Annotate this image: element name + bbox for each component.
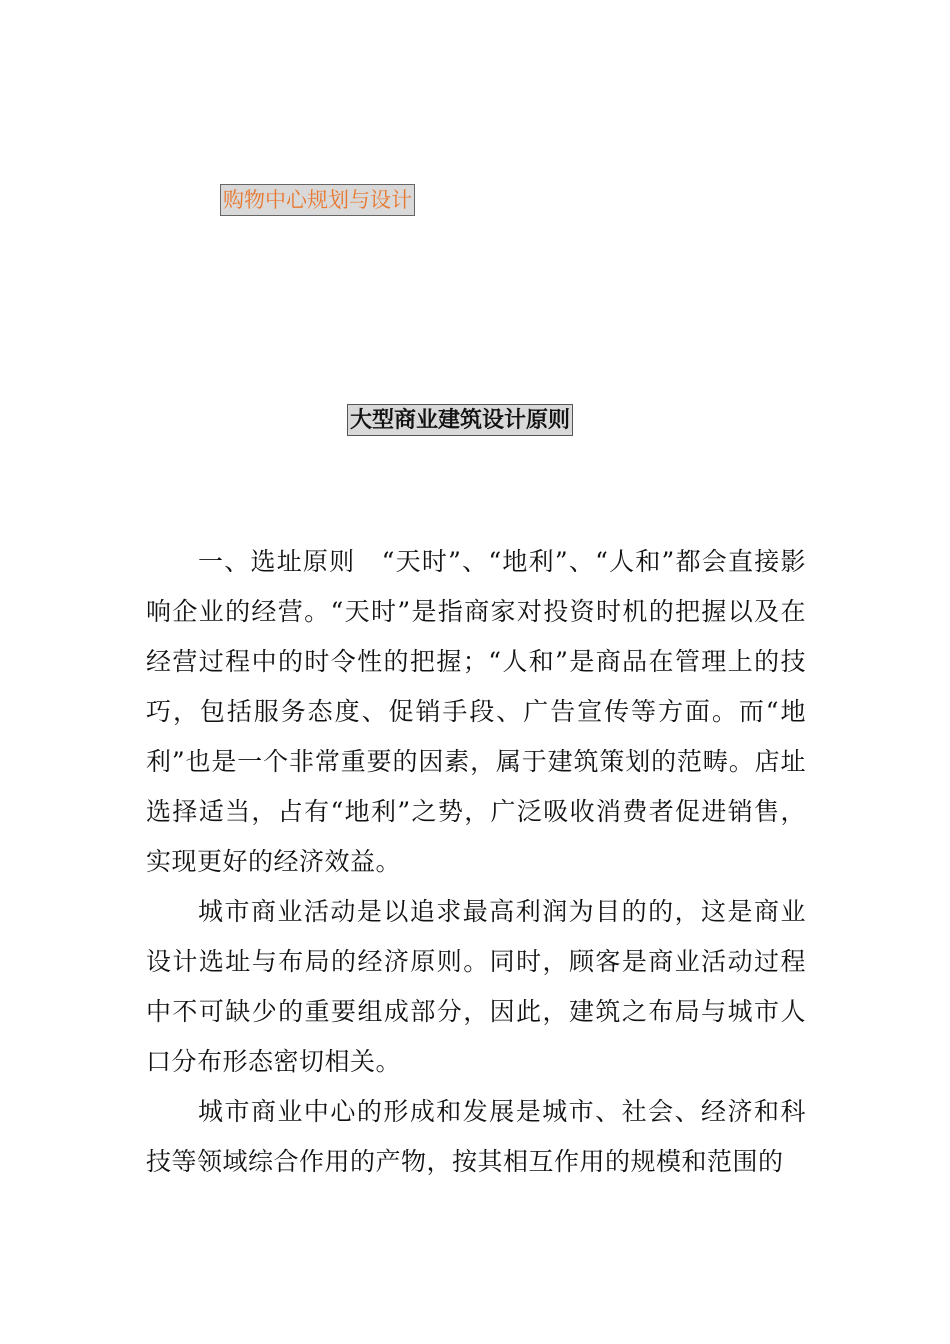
document-title: 购物中心规划与设计 [220, 184, 415, 216]
document-body [146, 537, 806, 1187]
paragraph-commercial-center: 城市商业中心的形成和发展是城市、社会、经济和科技等领域综合作用的产物，按其相互作用的规模和范围的 [146, 1097, 806, 1176]
paragraph-economic-principle: 城市商业活动是以追求最高利润为目的的，这是商业设计选址与布局的经济原则。同时，顾客是商业活动过程中不可缺少的重要组成部分，因此，建筑之布局与城市人口分布形态密切相关。 [146, 897, 806, 1076]
section-heading: 大型商业建筑设计原则 [347, 404, 573, 436]
paragraph-site-selection: 一、选址原则 “天时”、“地利”、“人和”都会直接影响企业的经营。“天时”是指商家对投资时机的把握以及在经营过程中的时令性的把握；“人和”是商品在管理上的技巧，包括服务态度、促销手段、广告宣传等方面。而“地利”也是一个非常重要的因素，属于建筑策划的范畴。店址选择适当，占有“地利”之势，广泛吸收消费者促进销售，实现更好的经济效益。 [146, 547, 806, 876]
